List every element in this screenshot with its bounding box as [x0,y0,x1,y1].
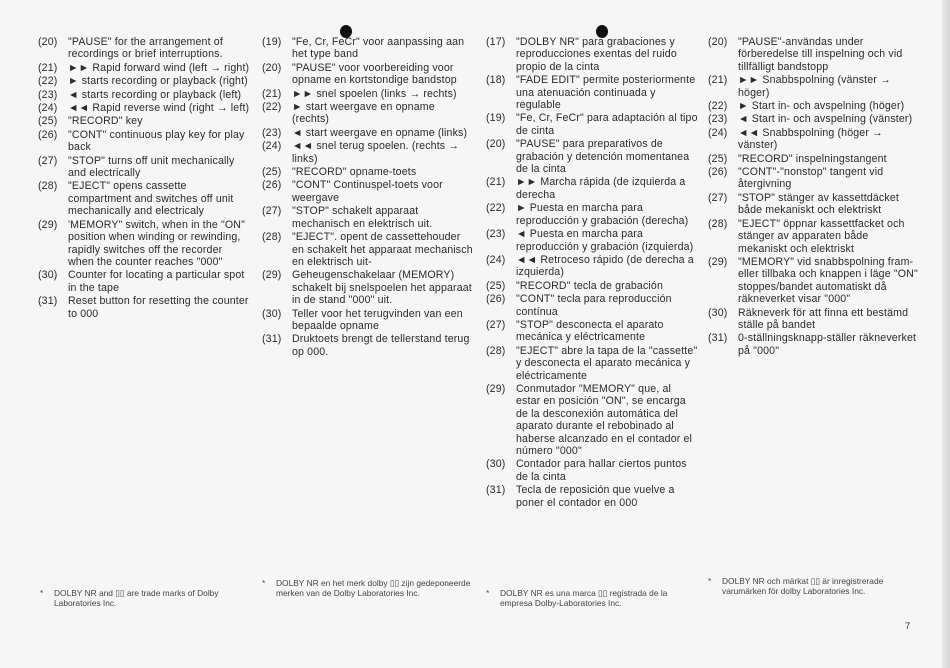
list-item [38,129,250,154]
footnote-spanish [486,588,698,608]
item-text: Conmutador "MEMORY" que, al estar en posición "ON", se encarga de la desconexión automática del aparato durante el rebobinado al haberse alcanzado en el contador el número "000" [516,382,693,457]
item-text: ◄ Start in- och avspelning (vänster) [738,113,913,126]
list-item [38,219,250,269]
item-text: ► starts recording or playback (right) [68,75,248,88]
item-number: (21) [486,176,506,189]
list-item [38,102,250,114]
item-number: (29) [262,269,282,282]
list-item [708,218,918,255]
item-text: "Fe, Cr, FeCr" para adaptación al tipo de cinta [516,112,698,137]
list-item [262,231,474,268]
item-text: ► Puesta en marcha para reproducción y grabación (derecha) [516,202,689,227]
list-item [486,458,698,483]
item-number: (23) [486,228,506,241]
item-number: (21) [262,87,282,100]
item-text: ►► Marcha rápida (de izquierda a derecha [516,176,686,201]
item-number: (19) [262,36,282,48]
item-text: Tecla de reposición que vuelve a poner el contador en 000 [516,484,675,509]
list-item [262,308,474,333]
item-text: "PAUSE" para preparativos de grabación y detención momentanea de la cinta [516,138,690,176]
list-item [38,295,250,320]
item-number: (27) [486,318,506,331]
item-text: ◄ Puesta en marcha para reproducción y grabación (izquierda) [516,228,694,253]
column-english [38,36,250,321]
item-text: "RECORD" inspelningstangent [738,152,887,165]
list-item [486,293,698,318]
item-text: Teller voor het terugvinden van een bepaalde opname [292,307,463,332]
list-item [708,153,918,165]
list-item [708,307,918,332]
item-number: (26) [486,293,506,306]
page-number: 7 [905,621,911,632]
item-number: (20) [486,138,506,151]
item-number: (26) [38,128,58,141]
item-text: "PAUSE"-användas under förberedelse till inspelning och vid tillfälligt bandstopp [738,36,903,73]
item-number: (19) [486,112,506,125]
footnote-marker: * [708,576,712,586]
footnote-dutch [262,578,474,598]
footnote-text: DOLBY NR en het merk dolby ▯▯ zijn gedeponeerde merken van de Dolby Laboratories Inc. [276,578,471,598]
item-text: ► Start in- och avspelning (höger) [738,100,905,113]
item-number: (31) [486,484,506,497]
item-number: (25) [486,279,506,292]
item-number: (22) [262,101,282,114]
item-number: (22) [38,75,58,88]
list-item [486,254,698,279]
item-number: (31) [708,332,728,345]
list-item [708,100,918,112]
page-edge [942,0,950,668]
item-text: "EJECT" abre la tapa de la "cassette" y desconecta el aparato mecánica y eléctricamente [516,344,698,382]
list-item [708,192,918,217]
list-item [486,484,698,509]
item-text: "FADE EDIT" permite posteriormente una atenuación continuada y regulable [516,74,696,112]
list-item [38,115,250,127]
item-number: (31) [38,295,58,308]
item-number: (25) [708,152,728,165]
item-number: (24) [486,253,506,266]
list-item [708,332,918,357]
item-number: (21) [38,61,58,74]
column-dutch [262,36,474,359]
footnote-text: DOLBY NR es una marca ▯▯ registrada de la empresa Dolby-Laboratories Inc. [500,588,668,608]
item-number: (27) [262,205,282,218]
list-item [486,345,698,382]
item-number: (30) [38,269,58,282]
item-text: "CONT" Continuspel-toets voor weergave [292,179,443,204]
list-item [262,205,474,230]
item-text: "STOP" schakelt apparaat mechanisch en elektrisch uit. [292,205,433,230]
item-number: (28) [38,180,58,193]
column-spanish [486,36,698,510]
item-number: (26) [708,166,728,179]
item-number: (27) [38,154,58,167]
item-text: "DOLBY NR" para grabaciones y reproducciones exentas del ruido propio de la cinta [516,36,677,73]
item-number: (20) [38,36,58,48]
item-text: "STOP" desconecta el aparato mecánica y eléctricamente [516,318,664,344]
item-number: (26) [262,179,282,192]
item-text: "EJECT". opent de cassettehouder en schakelt het apparaat mechanisch en elektrisch uit- [292,231,473,268]
item-text: Contador para hallar ciertos puntos de la cinta [516,458,687,483]
item-text: ◄◄ snel terug spoelen. (rechts → links) [292,140,460,165]
item-text: Reset button for resetting the counter to 000 [68,295,249,320]
item-text: "RECORD" key [68,115,143,128]
item-number: (20) [262,61,282,74]
list-item [708,74,918,99]
item-number: (25) [262,166,282,179]
list-item [38,180,250,217]
item-number: (24) [262,140,282,153]
list-item [262,269,474,306]
item-number: (25) [38,115,58,128]
item-text: "STOP" turns off unit mechanically and electrically [68,154,235,180]
item-text: "MEMORY" vid snabbspolning fram- eller tillbaka och knappen i läge "ON" stoppes/bandet automatiskt då räkneverket visar "000" [738,255,918,306]
item-number: (17) [486,36,506,48]
list-item [262,127,474,139]
list-item [708,256,918,306]
item-text: Räkneverk för att finna ett bestämd ställe på bandet [738,306,909,331]
item-number: (28) [486,344,506,357]
item-number: (24) [38,102,58,115]
item-number: (30) [486,458,506,471]
item-text: "PAUSE" voor voorbereiding voor opname en kortstondige bandstop [292,61,457,87]
list-item [262,166,474,178]
list-item [486,228,698,253]
item-text: ►► snel spoelen (links → rechts) [292,87,457,100]
item-text: Counter for locating a particular spot in the tape [68,269,245,294]
footnote-marker: * [262,578,266,588]
list-item [262,333,474,358]
item-number: (23) [262,126,282,139]
footnote-swedish [708,576,918,596]
item-number: (29) [486,382,506,395]
item-number: (29) [708,255,728,268]
item-text: ◄ start weergave en opname (links) [292,126,468,139]
item-text: Geheugenschakelaar (MEMORY) schakelt bij snelspoelen het apparaat in de stand "000" uit. [292,269,472,307]
column-swedish [708,36,918,358]
item-text: 0-ställningsknapp-ställer räkneverket på "000" [738,332,917,357]
list-item [262,88,474,100]
list-item [486,176,698,201]
item-text: 'MEMORY" switch, when in the "ON" position when winding or rewinding, rapidly switches off the recorder when the counter reaches "000" [68,218,246,268]
item-number: (21) [708,74,728,87]
list-item [708,36,918,73]
item-number: (24) [708,126,728,139]
list-item [486,202,698,227]
item-number: (22) [486,202,506,215]
list-item [262,140,474,165]
item-number: (30) [708,306,728,319]
item-text: "RECORD" tecla de grabación [516,279,663,292]
list-item [486,319,698,344]
list-item [708,127,918,152]
item-text: Druktoets brengt de tellerstand terug op 000. [292,333,470,358]
item-text: ◄◄ Snabbspolning (höger → vänster) [738,126,883,152]
list-item [262,62,474,87]
item-text: "STOP" stänger av kassettdäcket både mekaniskt och elektriskt [738,191,899,217]
list-item [708,166,918,191]
list-item [38,269,250,294]
item-text: ►► Snabbspolning (vänster → höger) [738,74,891,99]
item-number: (29) [38,218,58,231]
item-number: (31) [262,333,282,346]
item-text: ◄ starts recording or playback (left) [68,88,242,101]
list-item [486,383,698,457]
list-item [708,113,918,125]
footnote-text: DOLBY NR och märkat ▯▯ är inregistrerade varumärken för dolby Laboratories Inc. [722,576,884,596]
list-item [486,36,698,73]
item-text: ►► Rapid forward wind (left → right) [68,61,250,74]
item-number: (27) [708,191,728,204]
item-text: "CONT" tecla para reproducción contínua [516,293,672,318]
item-number: (30) [262,307,282,320]
footnote-marker: * [40,588,44,598]
list-item [38,155,250,180]
list-item [38,36,250,61]
list-item [262,179,474,204]
list-item [262,101,474,126]
footnote-marker: * [486,588,490,598]
item-number: (23) [708,113,728,126]
list-item [486,280,698,292]
item-number: (18) [486,74,506,87]
item-text: "PAUSE" for the arrangement of recordings or brief interruptions. [68,36,223,61]
item-number: (28) [262,231,282,244]
list-item [486,138,698,175]
item-number: (20) [708,36,728,48]
item-number: (22) [708,100,728,113]
item-text: "Fe, Cr, FeCr" voor aanpassing aan het type band [292,36,465,61]
item-text: "RECORD" opname-toets [292,166,417,179]
footnote-text: DOLBY NR and ▯▯ are trade marks of Dolby Laboratories Inc. [54,588,219,608]
item-text: "CONT"-"nonstop" tangent vid återgivning [738,166,884,191]
item-number: (23) [38,88,58,101]
item-text: ► start weergave en opname (rechts) [292,101,435,126]
item-text: "CONT" continuous play key for play back [68,128,245,154]
item-text: ◄◄ Rapid reverse wind (right → left) [68,102,250,115]
list-item [38,75,250,87]
list-item [38,62,250,74]
footnote-english [40,588,252,608]
list-item [38,89,250,101]
item-text: "EJECT" öppnar kassettfacket och stänger av apparaten både mekaniskt och elektriskt [738,217,905,255]
item-text: "EJECT" opens cassette compartment and switches off unit mechanically and electricaly [68,180,234,218]
list-item [486,74,698,111]
list-item [262,36,474,61]
item-number: (28) [708,217,728,230]
item-text: ◄◄ Retroceso rápido (de derecha a izquierda) [516,253,694,279]
list-item [486,112,698,137]
